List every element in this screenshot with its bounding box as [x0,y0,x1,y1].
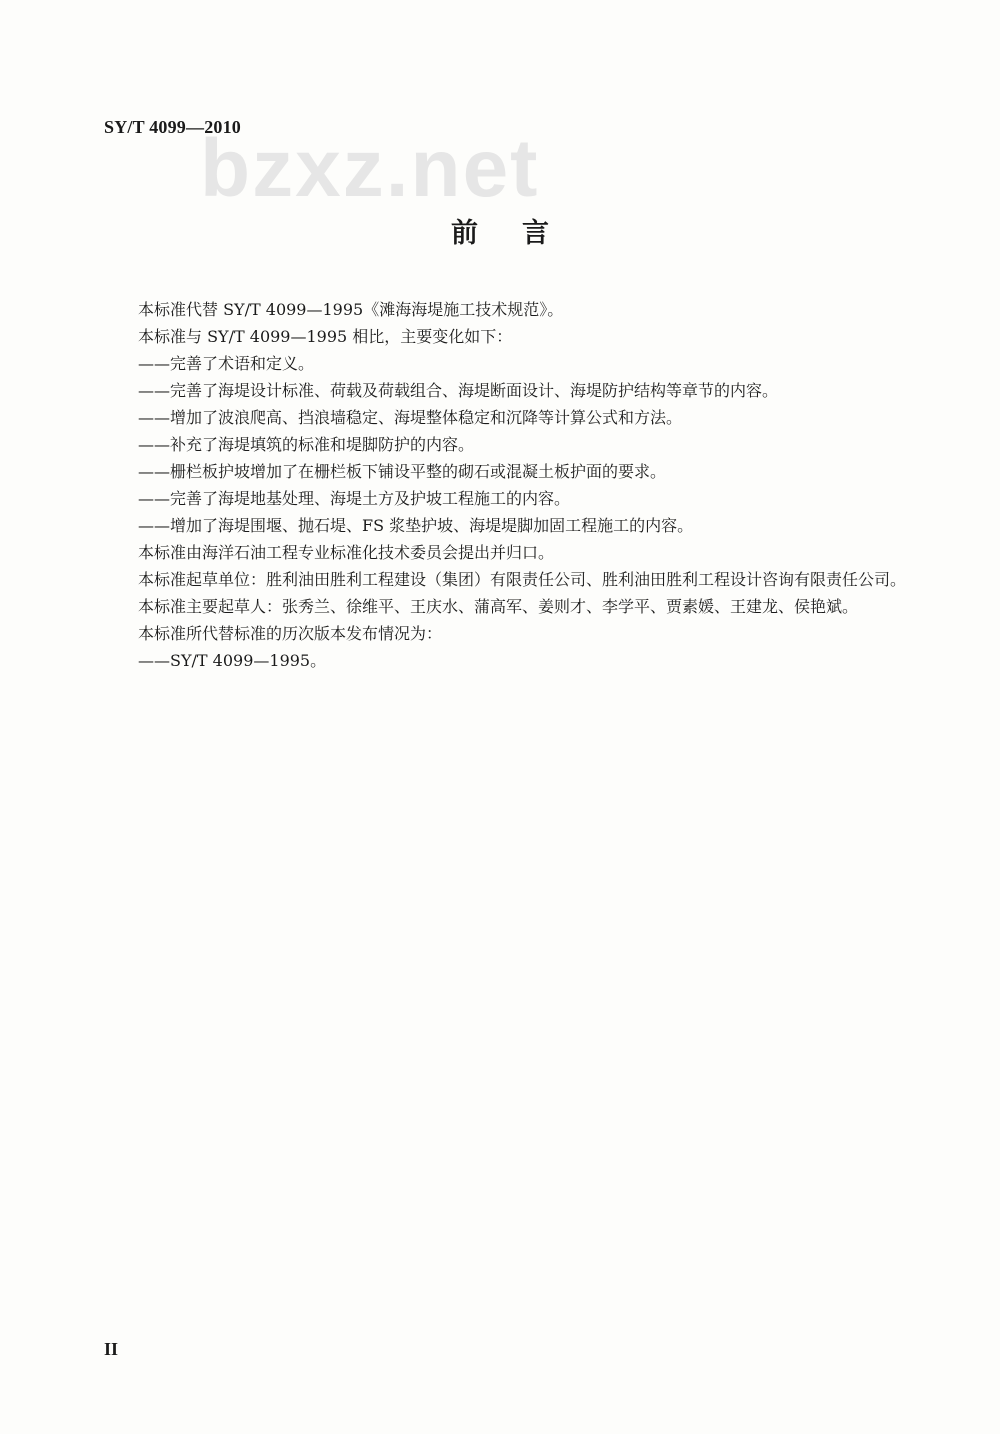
paragraph-drafting-units: 本标准起草单位：胜利油田胜利工程建设（集团）有限责任公司、胜利油田胜利工程设计咨询有限责任公司。 [138,570,907,589]
standard-code: SY/T 4099—2010 [104,117,241,137]
page-number: II [104,1339,119,1359]
change-item: ——增加了海堤围堰、抛石堤、FS 浆垫护坡、海堤堤脚加固工程施工的内容。 [138,516,694,535]
paragraph-replaces: 本标准代替 SY/T 4099—1995《滩海海堤施工技术规范》。 [138,300,564,319]
watermark: bzxz.net [200,123,540,214]
foreword-body [104,296,914,674]
change-item: ——补充了海堤填筑的标准和堤脚防护的内容。 [138,435,475,454]
paragraph-changes-intro: 本标准与 SY/T 4099—1995 相比，主要变化如下： [138,327,513,346]
paragraph-drafters: 本标准主要起草人：张秀兰、徐维平、王庆水、蒲高军、姜则才、李学平、贾素媛、王建龙、侯艳斌。 [138,597,859,616]
change-item: ——增加了波浪爬高、挡浪墙稳定、海堤整体稳定和沉降等计算公式和方法。 [138,408,683,427]
change-item: ——完善了海堤地基处理、海堤土方及护坡工程施工的内容。 [138,489,571,508]
paragraph-proposer: 本标准由海洋石油工程专业标准化技术委员会提出并归口。 [138,543,555,562]
paragraph-history-intro: 本标准所代替标准的历次版本发布情况为： [138,624,443,643]
history-item: ——SY/T 4099—1995。 [138,651,327,670]
change-item: ——完善了海堤设计标准、荷载及荷载组合、海堤断面设计、海堤防护结构等章节的内容。 [138,381,779,400]
page-title: 前言 [451,218,593,249]
change-item: ——栅栏板护坡增加了在栅栏板下铺设平整的砌石或混凝土板护面的要求。 [138,462,667,481]
change-item: ——完善了术语和定义。 [138,354,315,373]
